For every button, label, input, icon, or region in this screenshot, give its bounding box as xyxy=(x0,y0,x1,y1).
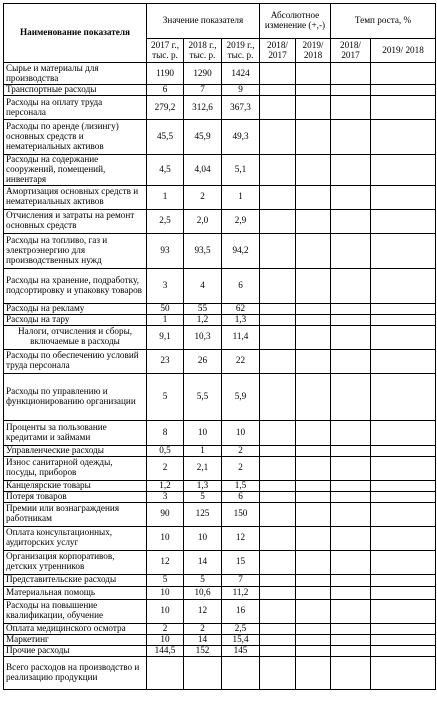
rate-2018-2017-cell xyxy=(331,445,371,456)
value-cell-2019: 9 xyxy=(222,85,260,96)
row-label: Расходы на топливо, газ и электроэнергию для производственных нужд xyxy=(4,233,147,268)
row-label: Проценты за пользование кредитами и займами xyxy=(4,420,147,445)
abs-2018-2017-cell xyxy=(260,574,296,586)
rate-2018-2017-cell xyxy=(331,526,371,550)
value-cell-2019: 150 xyxy=(222,502,260,526)
rate-2019-2018-cell xyxy=(371,456,436,480)
value-cell-2018: 2 xyxy=(184,623,222,634)
table-row xyxy=(4,586,436,599)
rate-2018-2017-header: 2018/ 2017 xyxy=(331,39,371,63)
value-cell-2018: 93,5 xyxy=(184,233,222,268)
table-row xyxy=(4,96,436,120)
row-label: Канцелярские товары xyxy=(4,480,147,491)
abs-2019-2018-cell xyxy=(296,373,331,420)
abs-2018-2017-cell xyxy=(260,85,296,96)
abs-2019-2018-cell xyxy=(296,325,331,349)
value-cell-2019: 49,3 xyxy=(222,120,260,155)
expenses-table xyxy=(3,3,436,690)
rate-2019-2018-cell xyxy=(371,420,436,445)
rate-2019-2018-cell xyxy=(371,155,436,186)
row-label: Материальная помощь xyxy=(4,586,147,599)
rate-2019-2018-cell xyxy=(371,634,436,645)
table-row xyxy=(4,599,436,623)
row-label: Оплата консультационных, аудиторских услуг xyxy=(4,526,147,550)
abs-2019-2018-cell xyxy=(296,420,331,445)
abs-2018-2017-cell xyxy=(260,185,296,209)
value-cell-2019: 10 xyxy=(222,420,260,445)
growth-rate-group-header: Темп роста, % xyxy=(331,4,436,39)
value-cell-2018: 2 xyxy=(184,185,222,209)
value-cell-2019: 12 xyxy=(222,526,260,550)
abs-2018-2017-cell xyxy=(260,233,296,268)
abs-2018-2017-cell xyxy=(260,623,296,634)
table-row xyxy=(4,314,436,325)
value-cell-2018: 55 xyxy=(184,303,222,314)
abs-change-group-header: Абсолютное изменение (+,-) xyxy=(260,4,331,39)
value-cell-2017: 10 xyxy=(147,526,184,550)
abs-2019-2018-cell xyxy=(296,85,331,96)
rate-2018-2017-cell xyxy=(331,491,371,502)
rate-2018-2017-cell xyxy=(331,550,371,574)
value-cell-2019: 1,5 xyxy=(222,480,260,491)
row-label: Организация корпоративов, детских утренников xyxy=(4,550,147,574)
abs-2019-2018-header: 2019/ 2018 xyxy=(296,39,331,63)
abs-2018-2017-cell xyxy=(260,420,296,445)
rate-2018-2017-cell xyxy=(331,96,371,120)
abs-2019-2018-cell xyxy=(296,491,331,502)
value-cell-2019: 11,4 xyxy=(222,325,260,349)
table-row xyxy=(4,373,436,420)
table-row xyxy=(4,574,436,586)
value-cell-2019: 15 xyxy=(222,550,260,574)
rate-2018-2017-cell xyxy=(331,85,371,96)
abs-2018-2017-cell xyxy=(260,63,296,85)
rate-2019-2018-header: 2019/ 2018 xyxy=(371,39,436,63)
value-cell-2019: 1424 xyxy=(222,63,260,85)
abs-2018-2017-cell xyxy=(260,502,296,526)
value-cell-2019: 7 xyxy=(222,574,260,586)
abs-2019-2018-cell xyxy=(296,120,331,155)
row-label: Маркетинг xyxy=(4,634,147,645)
value-cell-2017: 6 xyxy=(147,85,184,96)
row-label: Оплата медицинского осмотра xyxy=(4,623,147,634)
rate-2018-2017-cell xyxy=(331,185,371,209)
table-row xyxy=(4,502,436,526)
value-cell-2019: 15,4 xyxy=(222,634,260,645)
table-row xyxy=(4,185,436,209)
rate-2018-2017-cell xyxy=(331,63,371,85)
value-cell-2018: 2,0 xyxy=(184,209,222,233)
table-row xyxy=(4,349,436,373)
abs-2019-2018-cell xyxy=(296,623,331,634)
value-cell-2017: 4,5 xyxy=(147,155,184,186)
value-cell-2018: 26 xyxy=(184,349,222,373)
value-2017-header: 2017 г., тыс. р. xyxy=(147,39,184,63)
abs-2019-2018-cell xyxy=(296,233,331,268)
value-cell-2019: 22 xyxy=(222,349,260,373)
value-cell-2017: 1,2 xyxy=(147,480,184,491)
table-row xyxy=(4,303,436,314)
rate-2018-2017-cell xyxy=(331,645,371,656)
abs-2019-2018-cell xyxy=(296,480,331,491)
rate-2019-2018-cell xyxy=(371,373,436,420)
rate-2018-2017-cell xyxy=(331,209,371,233)
abs-2018-2017-cell xyxy=(260,456,296,480)
value-cell-2017: 90 xyxy=(147,502,184,526)
value-cell-2017: 12 xyxy=(147,550,184,574)
value-cell-2019: 1,3 xyxy=(222,314,260,325)
value-cell-2018: 10,3 xyxy=(184,325,222,349)
name-column-header: Наименование показателя xyxy=(4,4,147,63)
row-label: Представительские расходы xyxy=(4,574,147,586)
rate-2019-2018-cell xyxy=(371,185,436,209)
table-row xyxy=(4,209,436,233)
abs-2018-2017-cell xyxy=(260,268,296,303)
table-row xyxy=(4,120,436,155)
rate-2018-2017-cell xyxy=(331,599,371,623)
value-cell-2019: 5,9 xyxy=(222,373,260,420)
rate-2019-2018-cell xyxy=(371,233,436,268)
table-row xyxy=(4,623,436,634)
rate-2018-2017-cell xyxy=(331,155,371,186)
value-2019-header: 2019 г., тыс. р. xyxy=(222,39,260,63)
abs-2019-2018-cell xyxy=(296,155,331,186)
abs-2018-2017-cell xyxy=(260,599,296,623)
value-cell-2017: 279,2 xyxy=(147,96,184,120)
row-label: Отчисления и затраты на ремонт основных средств xyxy=(4,209,147,233)
value-cell-2017: 5 xyxy=(147,574,184,586)
value-cell-2018: 1,3 xyxy=(184,480,222,491)
rate-2019-2018-cell xyxy=(371,623,436,634)
row-label: Расходы на оплату труда персонала xyxy=(4,96,147,120)
rate-2018-2017-cell xyxy=(331,574,371,586)
rate-2019-2018-cell xyxy=(371,325,436,349)
abs-2018-2017-cell xyxy=(260,634,296,645)
rate-2019-2018-cell xyxy=(371,445,436,456)
rate-2018-2017-cell xyxy=(331,120,371,155)
value-cell-2019: 2,5 xyxy=(222,623,260,634)
table-row xyxy=(4,233,436,268)
rate-2018-2017-cell xyxy=(331,349,371,373)
rate-2018-2017-cell xyxy=(331,233,371,268)
rate-2018-2017-cell xyxy=(331,586,371,599)
value-cell-2017: 10 xyxy=(147,634,184,645)
row-label: Премии или вознаграждения работникам xyxy=(4,502,147,526)
value-cell-2019: 2 xyxy=(222,456,260,480)
value-cell-2018: 5 xyxy=(184,491,222,502)
table-row xyxy=(4,456,436,480)
row-label: Расходы по аренде (лизингу) основных средств и нематериальных активов xyxy=(4,120,147,155)
abs-2018-2017-cell xyxy=(260,303,296,314)
rate-2019-2018-cell xyxy=(371,574,436,586)
table-row xyxy=(4,63,436,85)
rate-2019-2018-cell xyxy=(371,526,436,550)
row-label: Расходы на рекламу xyxy=(4,303,147,314)
abs-2018-2017-cell xyxy=(260,480,296,491)
row-label: Потеря товаров xyxy=(4,491,147,502)
value-cell-2017: 9,1 xyxy=(147,325,184,349)
row-label: Сырье и материалы для производства xyxy=(4,63,147,85)
abs-2018-2017-cell xyxy=(260,349,296,373)
abs-2018-2017-cell xyxy=(260,120,296,155)
value-cell-2019: 11,2 xyxy=(222,586,260,599)
row-label: Расходы на содержание сооружений, помещений, инвентаря xyxy=(4,155,147,186)
table-row xyxy=(4,645,436,656)
value-cell-2017: 2 xyxy=(147,623,184,634)
value-cell-2019: 2 xyxy=(222,445,260,456)
value-cell-2018: 14 xyxy=(184,550,222,574)
abs-2019-2018-cell xyxy=(296,456,331,480)
row-label: Прочие расходы xyxy=(4,645,147,656)
value-cell-2018: 10 xyxy=(184,526,222,550)
value-cell-2017: 50 xyxy=(147,303,184,314)
rate-2018-2017-cell xyxy=(331,420,371,445)
rate-2019-2018-cell xyxy=(371,480,436,491)
table-row xyxy=(4,634,436,645)
row-label: Расходы по обеспечению условий труда персонала xyxy=(4,349,147,373)
rate-2019-2018-cell xyxy=(371,96,436,120)
value-cell-2017: 3 xyxy=(147,491,184,502)
value-cell-2018: 4,04 xyxy=(184,155,222,186)
rate-2019-2018-cell xyxy=(371,550,436,574)
value-cell-2017: 10 xyxy=(147,599,184,623)
value-cell-2019: 6 xyxy=(222,268,260,303)
value-cell-2017: 1 xyxy=(147,314,184,325)
value-cell-2018: 125 xyxy=(184,502,222,526)
abs-2018-2017-cell xyxy=(260,373,296,420)
table-row xyxy=(4,656,436,689)
value-cell-2018: 7 xyxy=(184,85,222,96)
rate-2019-2018-cell xyxy=(371,349,436,373)
rate-2019-2018-cell xyxy=(371,120,436,155)
table-row xyxy=(4,155,436,186)
abs-2019-2018-cell xyxy=(296,656,331,689)
table-body xyxy=(4,63,436,690)
value-cell-2017: 93 xyxy=(147,233,184,268)
value-cell-2018: 1290 xyxy=(184,63,222,85)
abs-2019-2018-cell xyxy=(296,268,331,303)
table-row xyxy=(4,325,436,349)
abs-2019-2018-cell xyxy=(296,185,331,209)
rate-2019-2018-cell xyxy=(371,63,436,85)
rate-2018-2017-cell xyxy=(331,303,371,314)
abs-2019-2018-cell xyxy=(296,550,331,574)
abs-2018-2017-cell xyxy=(260,314,296,325)
value-cell-2017: 3 xyxy=(147,268,184,303)
value-cell-2018 xyxy=(184,656,222,689)
abs-2019-2018-cell xyxy=(296,586,331,599)
abs-2018-2017-cell xyxy=(260,491,296,502)
value-cell-2018: 2,1 xyxy=(184,456,222,480)
value-cell-2019: 1 xyxy=(222,185,260,209)
rate-2019-2018-cell xyxy=(371,491,436,502)
table-row xyxy=(4,85,436,96)
row-label: Управленческие расходы xyxy=(4,445,147,456)
value-2018-header: 2018 г., тыс. р. xyxy=(184,39,222,63)
value-cell-2017: 10 xyxy=(147,586,184,599)
row-label: Расходы на повышение квалификации, обучение xyxy=(4,599,147,623)
value-cell-2017: 144,5 xyxy=(147,645,184,656)
value-cell-2019: 62 xyxy=(222,303,260,314)
value-cell-2018: 5 xyxy=(184,574,222,586)
rate-2019-2018-cell xyxy=(371,502,436,526)
rate-2019-2018-cell xyxy=(371,303,436,314)
rate-2019-2018-cell xyxy=(371,656,436,689)
abs-2019-2018-cell xyxy=(296,303,331,314)
value-cell-2018: 12 xyxy=(184,599,222,623)
value-cell-2019: 145 xyxy=(222,645,260,656)
value-cell-2017: 8 xyxy=(147,420,184,445)
abs-2018-2017-header: 2018/ 2017 xyxy=(260,39,296,63)
abs-2019-2018-cell xyxy=(296,645,331,656)
value-cell-2019 xyxy=(222,656,260,689)
abs-2018-2017-cell xyxy=(260,645,296,656)
value-cell-2018: 45,9 xyxy=(184,120,222,155)
table-row xyxy=(4,480,436,491)
value-cell-2017: 0,5 xyxy=(147,445,184,456)
abs-2019-2018-cell xyxy=(296,96,331,120)
rate-2019-2018-cell xyxy=(371,85,436,96)
value-cell-2018: 10,6 xyxy=(184,586,222,599)
abs-2018-2017-cell xyxy=(260,526,296,550)
abs-2018-2017-cell xyxy=(260,96,296,120)
value-cell-2017: 1 xyxy=(147,185,184,209)
table-row xyxy=(4,268,436,303)
value-cell-2018: 1 xyxy=(184,445,222,456)
value-cell-2017: 1190 xyxy=(147,63,184,85)
abs-2018-2017-cell xyxy=(260,445,296,456)
rate-2018-2017-cell xyxy=(331,325,371,349)
rate-2018-2017-cell xyxy=(331,373,371,420)
abs-2019-2018-cell xyxy=(296,599,331,623)
rate-2019-2018-cell xyxy=(371,586,436,599)
value-cell-2019: 94,2 xyxy=(222,233,260,268)
rate-2018-2017-cell xyxy=(331,623,371,634)
header-row-groups xyxy=(4,4,436,39)
abs-2019-2018-cell xyxy=(296,574,331,586)
rate-2019-2018-cell xyxy=(371,209,436,233)
table-row xyxy=(4,445,436,456)
rate-2018-2017-cell xyxy=(331,502,371,526)
rate-2019-2018-cell xyxy=(371,314,436,325)
value-cell-2018: 10 xyxy=(184,420,222,445)
row-label: Расходы по управлению и функционированию организации xyxy=(4,373,147,420)
row-label: Налоги, отчисления и сборы, включаемые в расходы xyxy=(4,325,147,349)
value-cell-2017: 2 xyxy=(147,456,184,480)
value-cell-2019: 367,3 xyxy=(222,96,260,120)
rate-2018-2017-cell xyxy=(331,314,371,325)
abs-2018-2017-cell xyxy=(260,586,296,599)
value-cell-2018: 5,5 xyxy=(184,373,222,420)
abs-2018-2017-cell xyxy=(260,550,296,574)
value-cell-2019: 5,1 xyxy=(222,155,260,186)
row-label: Износ санитарной одежды, посуды, приборов xyxy=(4,456,147,480)
value-cell-2018: 1,2 xyxy=(184,314,222,325)
table-row xyxy=(4,526,436,550)
abs-2019-2018-cell xyxy=(296,634,331,645)
value-cell-2019: 16 xyxy=(222,599,260,623)
abs-2019-2018-cell xyxy=(296,502,331,526)
rate-2018-2017-cell xyxy=(331,634,371,645)
table-row xyxy=(4,420,436,445)
row-label: Амортизация основных средств и нематериальных активов xyxy=(4,185,147,209)
abs-2019-2018-cell xyxy=(296,526,331,550)
value-cell-2017: 5 xyxy=(147,373,184,420)
value-cell-2017: 2,5 xyxy=(147,209,184,233)
value-cell-2018: 312,6 xyxy=(184,96,222,120)
table-row xyxy=(4,550,436,574)
row-label: Расходы на хранение, подработку, подсортировку и упаковку товаров xyxy=(4,268,147,303)
rate-2018-2017-cell xyxy=(331,268,371,303)
abs-2018-2017-cell xyxy=(260,209,296,233)
row-label: Всего расходов на производство и реализацию продукции xyxy=(4,656,147,689)
rate-2019-2018-cell xyxy=(371,268,436,303)
value-cell-2017: 45,5 xyxy=(147,120,184,155)
abs-2019-2018-cell xyxy=(296,209,331,233)
value-cell-2017 xyxy=(147,656,184,689)
rate-2019-2018-cell xyxy=(371,599,436,623)
abs-2018-2017-cell xyxy=(260,656,296,689)
abs-2019-2018-cell xyxy=(296,349,331,373)
rate-2019-2018-cell xyxy=(371,645,436,656)
value-cell-2019: 6 xyxy=(222,491,260,502)
value-cell-2019: 2,9 xyxy=(222,209,260,233)
row-label: Расходы на тару xyxy=(4,314,147,325)
table-row xyxy=(4,491,436,502)
rate-2018-2017-cell xyxy=(331,480,371,491)
value-cell-2018: 14 xyxy=(184,634,222,645)
abs-2019-2018-cell xyxy=(296,445,331,456)
rate-2018-2017-cell xyxy=(331,656,371,689)
value-group-header: Значение показателя xyxy=(147,4,260,39)
value-cell-2017: 23 xyxy=(147,349,184,373)
abs-2019-2018-cell xyxy=(296,314,331,325)
rate-2018-2017-cell xyxy=(331,456,371,480)
abs-2019-2018-cell xyxy=(296,63,331,85)
abs-2018-2017-cell xyxy=(260,155,296,186)
value-cell-2018: 152 xyxy=(184,645,222,656)
row-label: Транспортные расходы xyxy=(4,85,147,96)
abs-2018-2017-cell xyxy=(260,325,296,349)
value-cell-2018: 4 xyxy=(184,268,222,303)
